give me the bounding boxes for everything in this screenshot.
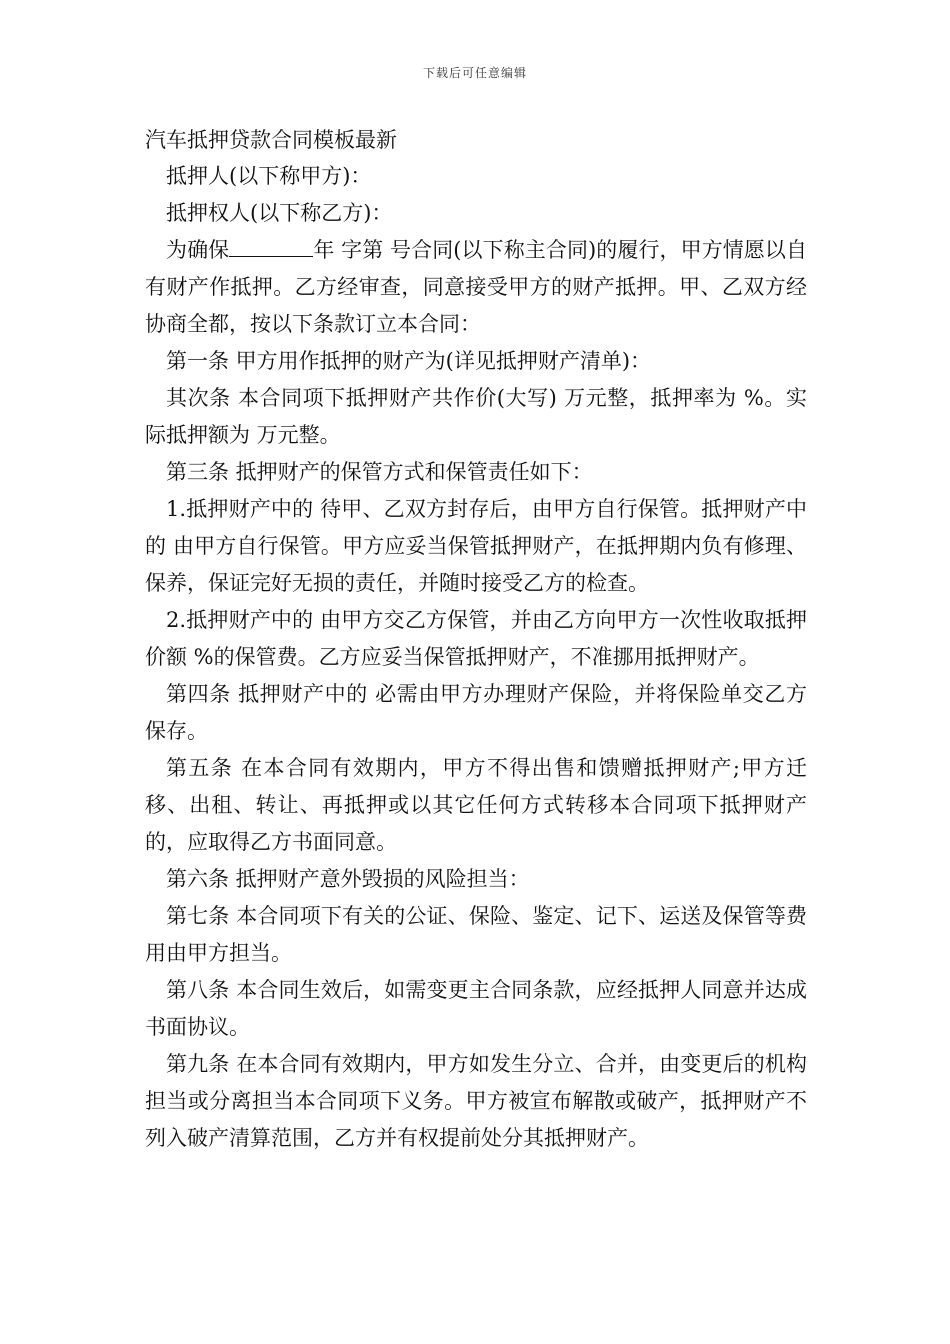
article-7: 第七条 本合同项下有关的公证、保险、鉴定、记下、运送及保管等费用由甲方担当。 (145, 904, 807, 965)
intro-paragraph (145, 232, 807, 343)
intro-rest: 年 字第 号合同(以下称主合同)的履行，甲方情愿以自有财产作抵押。乙方经审查，同意接受甲方的财产抵押。甲、乙双方经协商全都，按以下条款订立本合同： (145, 238, 807, 336)
party-b-line: 抵押权人(以下称乙方)： (166, 201, 393, 225)
party-a-line: 抵押人(以下称甲方)： (166, 164, 372, 188)
article-1: 第一条 甲方用作抵押的财产为(详见抵押财产清单)： (166, 349, 652, 373)
article-3: 第三条 抵押财产的保管方式和保管责任如下： (166, 460, 593, 484)
article-9: 第九条 在本合同有效期内，甲方如发生分立、合并，由变更后的机构担当或分离担当本合同项下义务。甲方被宣布解散或破产，抵押财产不列入破产清算范围，乙方并有权提前处分其抵押财产。 (145, 1052, 807, 1150)
contract-year-blank (229, 238, 313, 257)
article-4: 第四条 抵押财产中的 必需由甲方办理财产保险，并将保险单交乙方保存。 (145, 682, 807, 743)
document-body (145, 120, 807, 1157)
page-header: 下载后可任意编辑 (422, 66, 527, 80)
article-3-item-1: 1.抵押财产中的 待甲、乙双方封存后，由甲方自行保管。抵押财产中的 由甲方自行保管。甲方应妥当保管抵押财产，在抵押期内负有修理、保养，保证完好无损的责任，并随时接受乙方的检查。 (145, 497, 807, 595)
article-2: 其次条 本合同项下抵押财产共作价(大写) 万元整，抵押率为 %。实际抵押额为 万元整。 (145, 386, 807, 447)
article-6: 第六条 抵押财产意外毁损的风险担当： (166, 867, 530, 891)
intro-prefix: 为确保 (166, 238, 230, 262)
article-3-item-2: 2.抵押财产中的 由甲方交乙方保管，并由乙方向甲方一次性收取抵押价额 %的保管费。乙方应妥当保管抵押财产，不准挪用抵押财产。 (145, 608, 807, 669)
article-8: 第八条 本合同生效后，如需变更主合同条款，应经抵押人同意并达成书面协议。 (145, 978, 807, 1039)
article-5: 第五条 在本合同有效期内，甲方不得出售和馈赠抵押财产;甲方迁移、出租、转让、再抵押或以其它任何方式转移本合同项下抵押财产的，应取得乙方书面同意。 (145, 756, 807, 854)
document-title: 汽车抵押贷款合同模板最新 (145, 128, 397, 152)
